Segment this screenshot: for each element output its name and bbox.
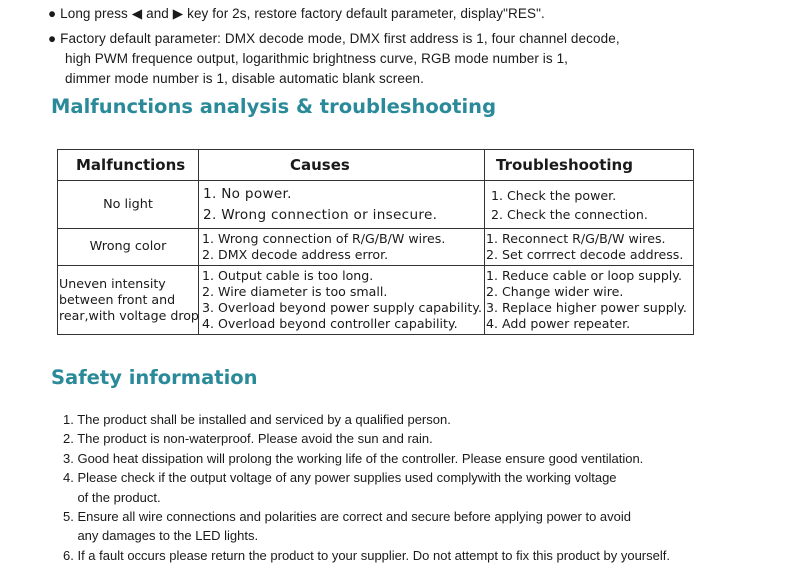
cause-line: 4. Overload beyond controller capability. (202, 316, 458, 331)
safety-item-continued: any damages to the LED lights. (63, 528, 259, 544)
safety-item: 4. Please check if the output voltage of any power supplies used complywith the working voltage (63, 470, 617, 486)
safety-item: 3. Good heat dissipation will prolong the working life of the controller. Please ensure good ventilation. (63, 450, 644, 466)
malfunction-label: Wrong color (89, 239, 167, 254)
fix-line: 2. Check the connection. (491, 206, 648, 222)
malfunction-label: between front and (59, 292, 176, 307)
column-header-causes: Causes (199, 150, 485, 181)
restore-default-note: ● Long press ◀ and ▶ key for 2s, restore factory default parameter, display"RES". (48, 6, 545, 21)
safety-item: 1. The product shall be installed and serviced by a qualified person. (63, 412, 451, 427)
fix-line: 2. Change wider wire. (486, 284, 624, 299)
fix-line: 2. Set corrrect decode address. (486, 247, 684, 262)
table-row (58, 229, 694, 266)
fix-line: 1. Reconnect R/G/B/W wires. (486, 231, 666, 246)
fixes-cell (485, 229, 694, 266)
safety-item: 5. Ensure all wire connections and polarities are correct and secure before applying power to avoid (63, 509, 631, 525)
safety-list (63, 410, 670, 565)
cause-line: 1. Wrong connection of R/G/B/W wires. (202, 231, 446, 246)
default-parameter-note-line-2: high PWM frequence output, logarithmic brightness curve, RGB mode number is 1, (65, 51, 569, 66)
malfunction-label: No light (103, 196, 153, 212)
cause-line: 2. Wrong connection or insecure. (203, 206, 438, 223)
table-row (58, 181, 694, 229)
cause-line: 2. Wire diameter is too small. (202, 284, 388, 299)
fix-line: 4. Add power repeater. (486, 316, 631, 331)
troubleshooting-table (57, 149, 694, 335)
malfunction-cell (58, 229, 199, 266)
cause-line: 3. Overload beyond power supply capability. (202, 300, 482, 315)
fixes-cell (485, 181, 694, 229)
malfunction-cell (58, 266, 199, 335)
cause-line: 2. DMX decode address error. (202, 247, 389, 262)
causes-cell (199, 181, 485, 229)
cause-line: 1. No power. (203, 185, 292, 202)
fix-line: 1. Check the power. (491, 187, 617, 203)
causes-cell (199, 229, 485, 266)
fix-line: 3. Replace higher power supply. (486, 300, 687, 315)
default-parameter-note-line-1: ● Factory default parameter: DMX decode mode, DMX first address is 1, four channel decode, (48, 31, 620, 46)
column-header-malfunctions: Malfunctions (58, 150, 199, 181)
malfunctions-heading: Malfunctions analysis & troubleshooting (51, 95, 497, 118)
safety-heading: Safety information (51, 366, 258, 389)
column-header-troubleshooting: Troubleshooting (485, 150, 694, 181)
malfunction-label: rear,with voltage drop (59, 308, 199, 323)
cause-line: 1. Output cable is too long. (202, 268, 374, 283)
causes-cell (199, 266, 485, 335)
safety-item-continued: of the product. (63, 489, 161, 505)
fixes-cell (485, 266, 694, 335)
table-row (58, 266, 694, 335)
safety-item: 2. The product is non-waterproof. Please avoid the sun and rain. (63, 431, 433, 447)
default-parameter-note-line-3: dimmer mode number is 1, disable automatic blank screen. (65, 71, 425, 86)
table-header-row (58, 150, 694, 181)
malfunction-cell (58, 181, 199, 229)
safety-item: 6. If a fault occurs please return the product to your supplier. Do not attempt to fix this product by yourself. (63, 547, 670, 563)
malfunction-label: Uneven intensity (59, 276, 166, 291)
fix-line: 1. Reduce cable or loop supply. (486, 268, 682, 283)
